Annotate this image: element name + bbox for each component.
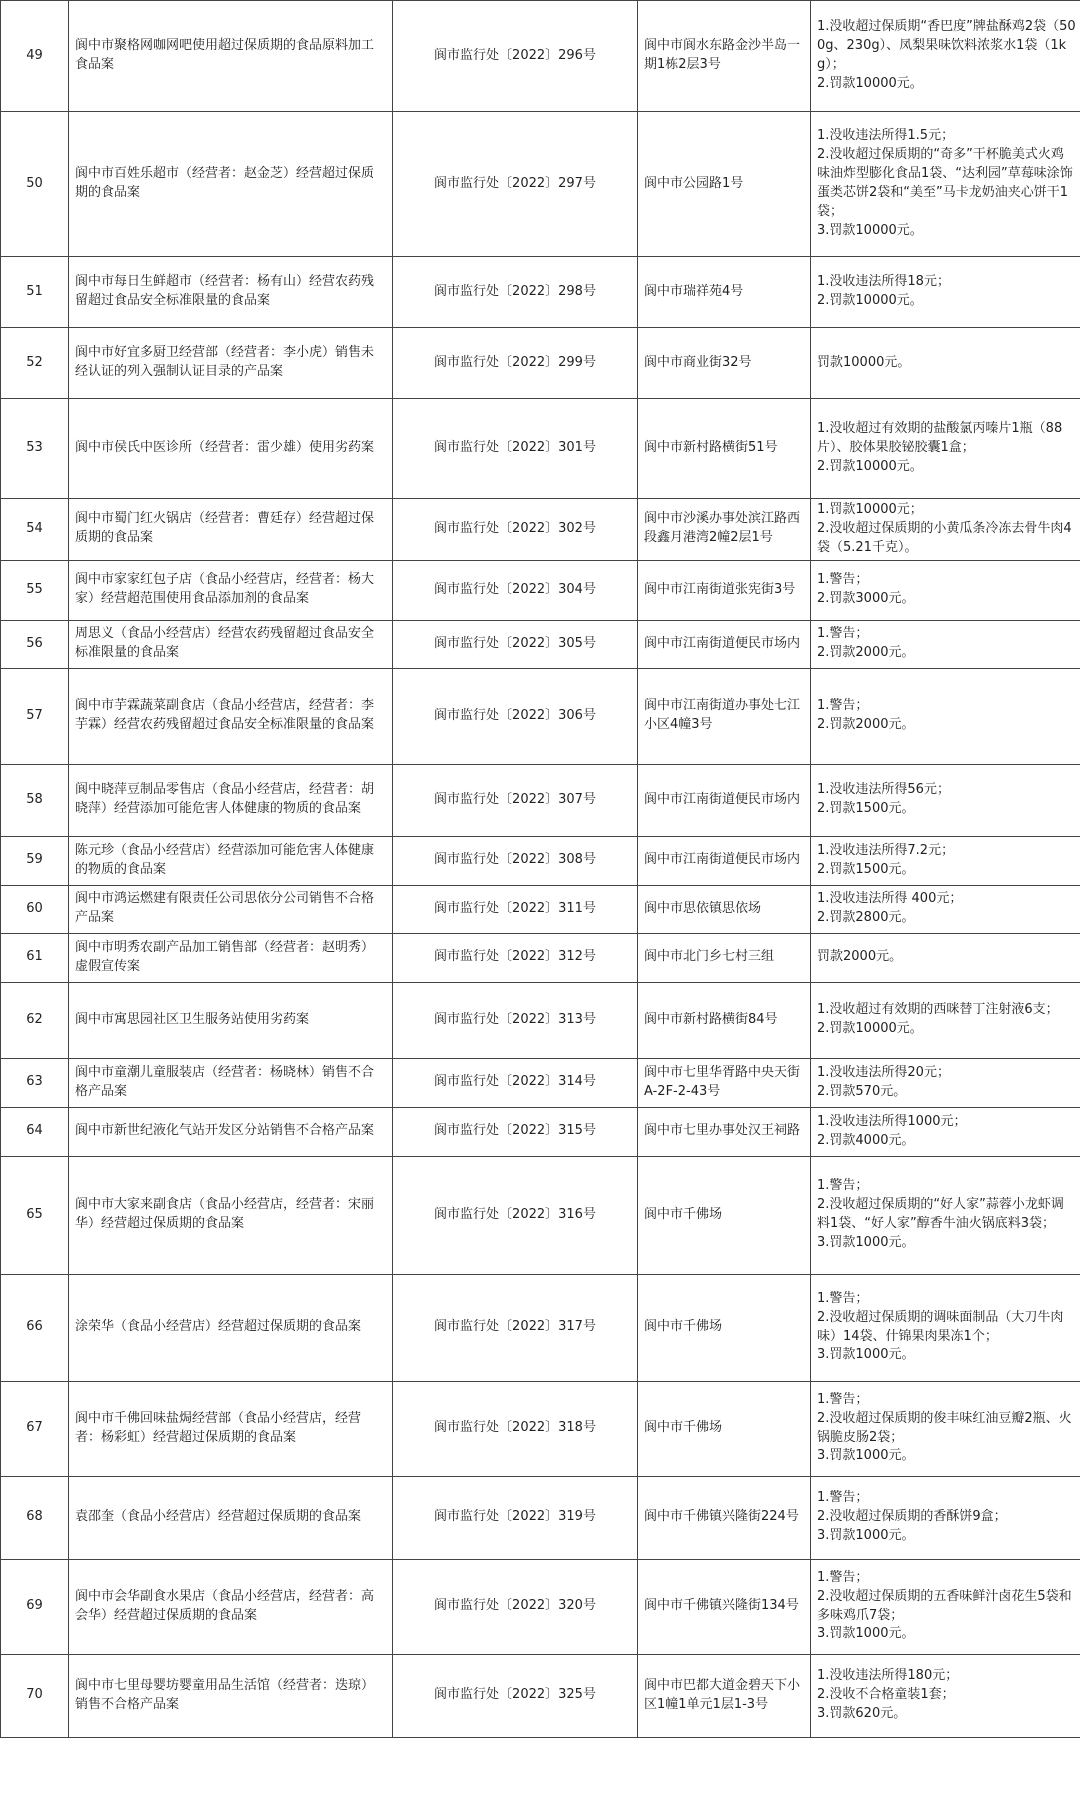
case-number: 60 (1, 885, 69, 933)
penalty: 罚款10000元。 (811, 328, 1080, 399)
table-row (1, 328, 1080, 399)
document-number: 阆市监行处〔2022〕311号 (393, 885, 638, 933)
address: 阆中市千佛镇兴隆街224号 (638, 1476, 811, 1559)
address: 阆中市千佛场 (638, 1156, 811, 1274)
address: 阆中市巴都大道金碧天下小区1幢1单元1层1-3号 (638, 1654, 811, 1737)
table-row (1, 668, 1080, 764)
case-number: 70 (1, 1654, 69, 1737)
address: 阆中市江南街道便民市场内 (638, 620, 811, 668)
case-number: 52 (1, 328, 69, 399)
penalty: 罚款2000元。 (811, 933, 1080, 982)
document-number: 阆市监行处〔2022〕312号 (393, 933, 638, 982)
case-name: 阆中市蜀门红火锅店（经营者：曹廷存）经营超过保质期的食品案 (69, 499, 393, 561)
address: 阆中市北门乡七村三组 (638, 933, 811, 982)
document-number: 阆市监行处〔2022〕308号 (393, 836, 638, 885)
case-name: 阆中市会华副食水果店（食品小经营店，经营者：高会华）经营超过保质期的食品案 (69, 1559, 393, 1654)
document-number: 阆市监行处〔2022〕318号 (393, 1381, 638, 1476)
penalty: 1.警告； 2.没收超过保质期的调味面制品（大刀牛肉味）14袋、什锦果肉果冻1个； 3.罚款1000元。 (811, 1274, 1080, 1381)
table-row (1, 112, 1080, 257)
case-number: 59 (1, 836, 69, 885)
table-row (1, 836, 1080, 885)
document-number: 阆市监行处〔2022〕317号 (393, 1274, 638, 1381)
case-name: 阆中市童潮儿童服装店（经营者：杨晓林）销售不合格产品案 (69, 1058, 393, 1107)
document-number: 阆市监行处〔2022〕314号 (393, 1058, 638, 1107)
penalty: 1.没收违法所得 400元； 2.罚款2800元。 (811, 885, 1080, 933)
address: 阆中市千佛场 (638, 1381, 811, 1476)
table-row (1, 399, 1080, 499)
address: 阆中市江南街道办事处七江小区4幢3号 (638, 668, 811, 764)
document-number: 阆市监行处〔2022〕298号 (393, 257, 638, 328)
table-row (1, 560, 1080, 620)
case-name: 阆中市侯氏中医诊所（经营者：雷少雄）使用劣药案 (69, 399, 393, 499)
penalty: 1.没收超过保质期“香巴度”牌盐酥鸡2袋（500g、230g）、凤梨果味饮料浓浆水1袋（1kg）； 2.罚款10000元。 (811, 1, 1080, 112)
address: 阆中市思依镇思依场 (638, 885, 811, 933)
address: 阆中市江南街道便民市场内 (638, 764, 811, 836)
case-number: 54 (1, 499, 69, 561)
document-number: 阆市监行处〔2022〕305号 (393, 620, 638, 668)
address: 阆中市瑞祥苑4号 (638, 257, 811, 328)
penalty: 1.没收违法所得56元； 2.罚款1500元。 (811, 764, 1080, 836)
penalty: 1.警告； 2.没收超过保质期的香酥饼9盒； 3.罚款1000元。 (811, 1476, 1080, 1559)
table-row (1, 764, 1080, 836)
document-number: 阆市监行处〔2022〕313号 (393, 982, 638, 1058)
table-row (1, 1559, 1080, 1654)
address: 阆中市商业街32号 (638, 328, 811, 399)
table-row (1, 1654, 1080, 1737)
case-name: 阆中市新世纪液化气站开发区分站销售不合格产品案 (69, 1107, 393, 1156)
case-name: 袁邵奎（食品小经营店）经营超过保质期的食品案 (69, 1476, 393, 1559)
case-number: 49 (1, 1, 69, 112)
case-name: 阆中市百姓乐超市（经营者：赵金芝）经营超过保质期的食品案 (69, 112, 393, 257)
case-name: 阆中市七里母婴坊婴童用品生活馆（经营者：迭琼）销售不合格产品案 (69, 1654, 393, 1737)
case-number: 51 (1, 257, 69, 328)
document-number: 阆市监行处〔2022〕299号 (393, 328, 638, 399)
document-number: 阆市监行处〔2022〕297号 (393, 112, 638, 257)
penalty: 1.没收违法所得180元； 2.没收不合格童装1套； 3.罚款620元。 (811, 1654, 1080, 1737)
case-number: 61 (1, 933, 69, 982)
table-row (1, 257, 1080, 328)
document-number: 阆市监行处〔2022〕319号 (393, 1476, 638, 1559)
case-name: 阆中市家家红包子店（食品小经营店，经营者：杨大家）经营超范围使用食品添加剂的食品案 (69, 560, 393, 620)
address: 阆中市江南街道便民市场内 (638, 836, 811, 885)
case-name: 阆中市芋霖蔬菜副食店（食品小经营店，经营者：李芋霖）经营农药残留超过食品安全标准限量的食品案 (69, 668, 393, 764)
address: 阆中市新村路横街51号 (638, 399, 811, 499)
case-name: 阆中晓萍豆制品零售店（食品小经营店，经营者：胡晓萍）经营添加可能危害人体健康的物质的食品案 (69, 764, 393, 836)
penalty: 1.没收违法所得20元； 2.罚款570元。 (811, 1058, 1080, 1107)
document-number: 阆市监行处〔2022〕307号 (393, 764, 638, 836)
case-name: 涂荣华（食品小经营店）经营超过保质期的食品案 (69, 1274, 393, 1381)
penalty: 1.警告； 2.没收超过保质期的五香味鲜汁卤花生5袋和多味鸡爪7袋； 3.罚款1000元。 (811, 1559, 1080, 1654)
address: 阆中市七里华胥路中央天街A-2F-2-43号 (638, 1058, 811, 1107)
case-name: 陈元珍（食品小经营店）经营添加可能危害人体健康的物质的食品案 (69, 836, 393, 885)
penalty: 1.罚款10000元； 2.没收超过保质期的小黄瓜条冷冻去骨牛肉4袋（5.21千克）。 (811, 499, 1080, 561)
case-name: 阆中市鸿运燃建有限责任公司思依分公司销售不合格产品案 (69, 885, 393, 933)
table-row (1, 1, 1080, 112)
case-number: 53 (1, 399, 69, 499)
address: 阆中市七里办事处汉王祠路 (638, 1107, 811, 1156)
document-number: 阆市监行处〔2022〕320号 (393, 1559, 638, 1654)
case-name: 阆中市大家来副食店（食品小经营店，经营者：宋丽华）经营超过保质期的食品案 (69, 1156, 393, 1274)
document-number: 阆市监行处〔2022〕304号 (393, 560, 638, 620)
penalty: 1.没收超过有效期的西咪替丁注射液6支； 2.罚款10000元。 (811, 982, 1080, 1058)
document-number: 阆市监行处〔2022〕302号 (393, 499, 638, 561)
table-row (1, 1381, 1080, 1476)
case-number: 65 (1, 1156, 69, 1274)
address: 阆中市新村路横街84号 (638, 982, 811, 1058)
case-number: 63 (1, 1058, 69, 1107)
penalty: 1.警告； 2.没收超过保质期的俊丰味红油豆瓣2瓶、火锅脆皮肠2袋； 3.罚款1000元。 (811, 1381, 1080, 1476)
address: 阆中市沙溪办事处滨江路西段鑫月港湾2幢2层1号 (638, 499, 811, 561)
table-row (1, 620, 1080, 668)
case-name: 阆中市每日生鲜超市（经营者：杨有山）经营农药残留超过食品安全标准限量的食品案 (69, 257, 393, 328)
case-number: 55 (1, 560, 69, 620)
case-number: 69 (1, 1559, 69, 1654)
penalty: 1.没收超过有效期的盐酸氯丙嗪片1瓶（88片）、胶体果胶铋胶囊1盒； 2.罚款10000元。 (811, 399, 1080, 499)
case-number: 64 (1, 1107, 69, 1156)
address: 阆中市千佛镇兴隆街134号 (638, 1559, 811, 1654)
table-row (1, 499, 1080, 561)
penalty: 1.没收违法所得1.5元； 2.没收超过保质期的“奇多”干杯脆美式火鸡味油炸型膨化食品1袋、“达利园”草莓味涂饰蛋类芯饼2袋和“美至”马卡龙奶油夹心饼干1袋； 3.罚款10000元。 (811, 112, 1080, 257)
penalty: 1.没收违法所得18元； 2.罚款10000元。 (811, 257, 1080, 328)
case-number: 62 (1, 982, 69, 1058)
case-number: 50 (1, 112, 69, 257)
case-number: 66 (1, 1274, 69, 1381)
address: 阆中市阆水东路金沙半岛一期1栋2层3号 (638, 1, 811, 112)
penalty: 1.警告； 2.罚款3000元。 (811, 560, 1080, 620)
penalty: 1.没收违法所得1000元； 2.罚款4000元。 (811, 1107, 1080, 1156)
document-number: 阆市监行处〔2022〕325号 (393, 1654, 638, 1737)
document-number: 阆市监行处〔2022〕315号 (393, 1107, 638, 1156)
document-number: 阆市监行处〔2022〕296号 (393, 1, 638, 112)
table-row (1, 1476, 1080, 1559)
table-row (1, 933, 1080, 982)
address: 阆中市公园路1号 (638, 112, 811, 257)
document-number: 阆市监行处〔2022〕301号 (393, 399, 638, 499)
case-name: 阆中市好宜多厨卫经营部（经营者：李小虎）销售未经认证的列入强制认证目录的产品案 (69, 328, 393, 399)
case-name: 阆中市千佛回味盐焗经营部（食品小经营店，经营者：杨彩虹）经营超过保质期的食品案 (69, 1381, 393, 1476)
case-name: 周思义（食品小经营店）经营农药残留超过食品安全标准限量的食品案 (69, 620, 393, 668)
case-name: 阆中市聚格网咖网吧使用超过保质期的食品原料加工食品案 (69, 1, 393, 112)
case-number: 58 (1, 764, 69, 836)
penalty: 1.警告； 2.罚款2000元。 (811, 620, 1080, 668)
penalty: 1.警告； 2.罚款2000元。 (811, 668, 1080, 764)
table-row (1, 982, 1080, 1058)
penalty: 1.没收违法所得7.2元； 2.罚款1500元。 (811, 836, 1080, 885)
table-row (1, 1107, 1080, 1156)
case-number: 57 (1, 668, 69, 764)
case-number: 56 (1, 620, 69, 668)
case-name: 阆中市明秀农副产品加工销售部（经营者：赵明秀）虚假宣传案 (69, 933, 393, 982)
table-row (1, 1156, 1080, 1274)
table-row (1, 885, 1080, 933)
document-number: 阆市监行处〔2022〕316号 (393, 1156, 638, 1274)
table-row (1, 1274, 1080, 1381)
case-name: 阆中市寓思园社区卫生服务站使用劣药案 (69, 982, 393, 1058)
table-row (1, 1058, 1080, 1107)
case-number: 68 (1, 1476, 69, 1559)
address: 阆中市江南街道张宪街3号 (638, 560, 811, 620)
document-number: 阆市监行处〔2022〕306号 (393, 668, 638, 764)
address: 阆中市千佛场 (638, 1274, 811, 1381)
penalty: 1.警告； 2.没收超过保质期的“好人家”蒜蓉小龙虾调料1袋、“好人家”醇香牛油火锅底料3袋； 3.罚款1000元。 (811, 1156, 1080, 1274)
case-number: 67 (1, 1381, 69, 1476)
